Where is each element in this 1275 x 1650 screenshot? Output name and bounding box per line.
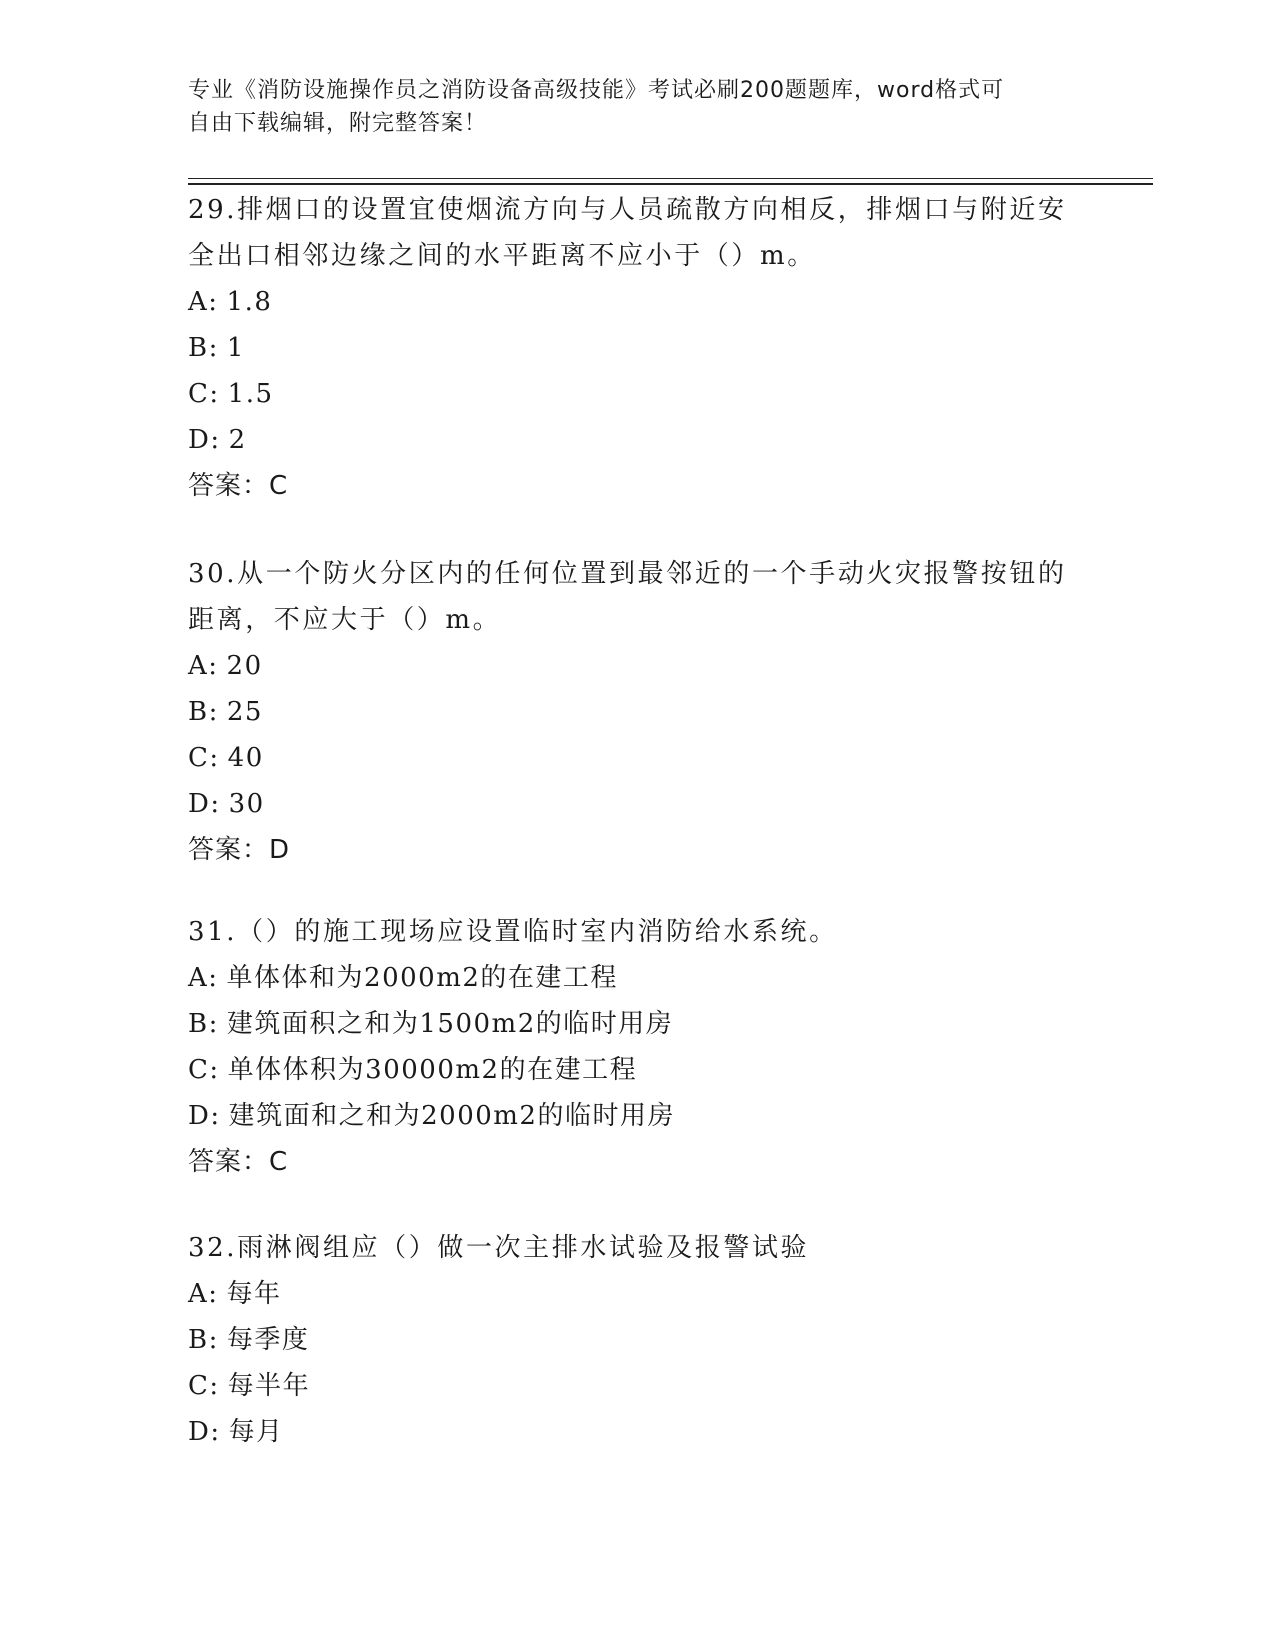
option-text: 1: [226, 333, 245, 363]
answer: 答案：D: [188, 835, 291, 865]
option-a: [188, 643, 1088, 689]
option-text: 2: [228, 425, 247, 455]
question-stem-line-2: 全出口相邻边缘之间的水平距离不应小于（）m。: [188, 241, 816, 271]
option-text: 每半年: [227, 1371, 311, 1401]
option-label: B:: [188, 697, 219, 727]
option-label: B:: [188, 1009, 219, 1039]
option-a: [188, 955, 1088, 1001]
question-32: [188, 1225, 1088, 1455]
option-label: D:: [188, 425, 221, 455]
option-label: A:: [188, 651, 219, 681]
option-label: D:: [188, 1101, 221, 1131]
option-text: 1.8: [226, 287, 273, 317]
option-d: [188, 1093, 1088, 1139]
option-text: 25: [226, 697, 263, 727]
header-divider-thin: [188, 178, 1153, 179]
option-d: [188, 417, 1088, 463]
question-stem-line-1: 30.从一个防火分区内的任何位置到最邻近的一个手动火灾报警按钮的: [188, 559, 1067, 589]
option-c: [188, 1363, 1088, 1409]
option-b: [188, 1317, 1088, 1363]
option-b: [188, 689, 1088, 735]
option-text: 每年: [226, 1279, 282, 1309]
option-text: 30: [228, 789, 265, 819]
question-stem-line-1: 32.雨淋阀组应（）做一次主排水试验及报警试验: [188, 1233, 810, 1263]
option-c: [188, 735, 1088, 781]
header-divider-thick: [188, 183, 1153, 185]
option-b: [188, 1001, 1088, 1047]
option-c: [188, 1047, 1088, 1093]
option-text: 建筑面和之和为2000m2的临时用房: [228, 1101, 675, 1131]
header-line-2: 自由下载编辑，附完整答案！: [188, 111, 488, 136]
option-label: A:: [188, 287, 219, 317]
option-text: 单体体和为2000m2的在建工程: [226, 963, 618, 993]
option-label: A:: [188, 1279, 219, 1309]
question-stem-line-1: 31.（）的施工现场应设置临时室内消防给水系统。: [188, 917, 838, 947]
question-stem-line-2: 距离，不应大于（）m。: [188, 605, 502, 635]
option-a: [188, 279, 1088, 325]
option-text: 建筑面积之和为1500m2的临时用房: [226, 1009, 674, 1039]
document-header: [188, 74, 1078, 140]
option-b: [188, 325, 1088, 371]
option-label: D:: [188, 1417, 221, 1447]
option-label: B:: [188, 333, 219, 363]
option-text: 1.5: [227, 379, 274, 409]
option-a: [188, 1271, 1088, 1317]
option-d: [188, 781, 1088, 827]
option-text: 20: [226, 651, 263, 681]
option-label: C:: [188, 1371, 220, 1401]
question-30: [188, 551, 1088, 873]
option-label: D:: [188, 789, 221, 819]
answer: 答案：C: [188, 471, 289, 501]
option-label: C:: [188, 743, 220, 773]
option-text: 单体体积为30000m2的在建工程: [227, 1055, 638, 1085]
option-label: C:: [188, 379, 220, 409]
option-label: C:: [188, 1055, 220, 1085]
option-text: 每季度: [226, 1325, 310, 1355]
option-d: [188, 1409, 1088, 1455]
option-text: 40: [227, 743, 264, 773]
answer: 答案：C: [188, 1147, 289, 1177]
option-c: [188, 371, 1088, 417]
option-text: 每月: [228, 1417, 284, 1447]
option-label: A:: [188, 963, 219, 993]
question-31: [188, 909, 1088, 1185]
question-stem-line-1: 29.排烟口的设置宜使烟流方向与人员疏散方向相反，排烟口与附近安: [188, 195, 1067, 225]
header-line-1: 专业《消防设施操作员之消防设备高级技能》考试必刷200题题库，word格式可: [188, 78, 1005, 103]
option-label: B:: [188, 1325, 219, 1355]
question-29: [188, 187, 1088, 509]
